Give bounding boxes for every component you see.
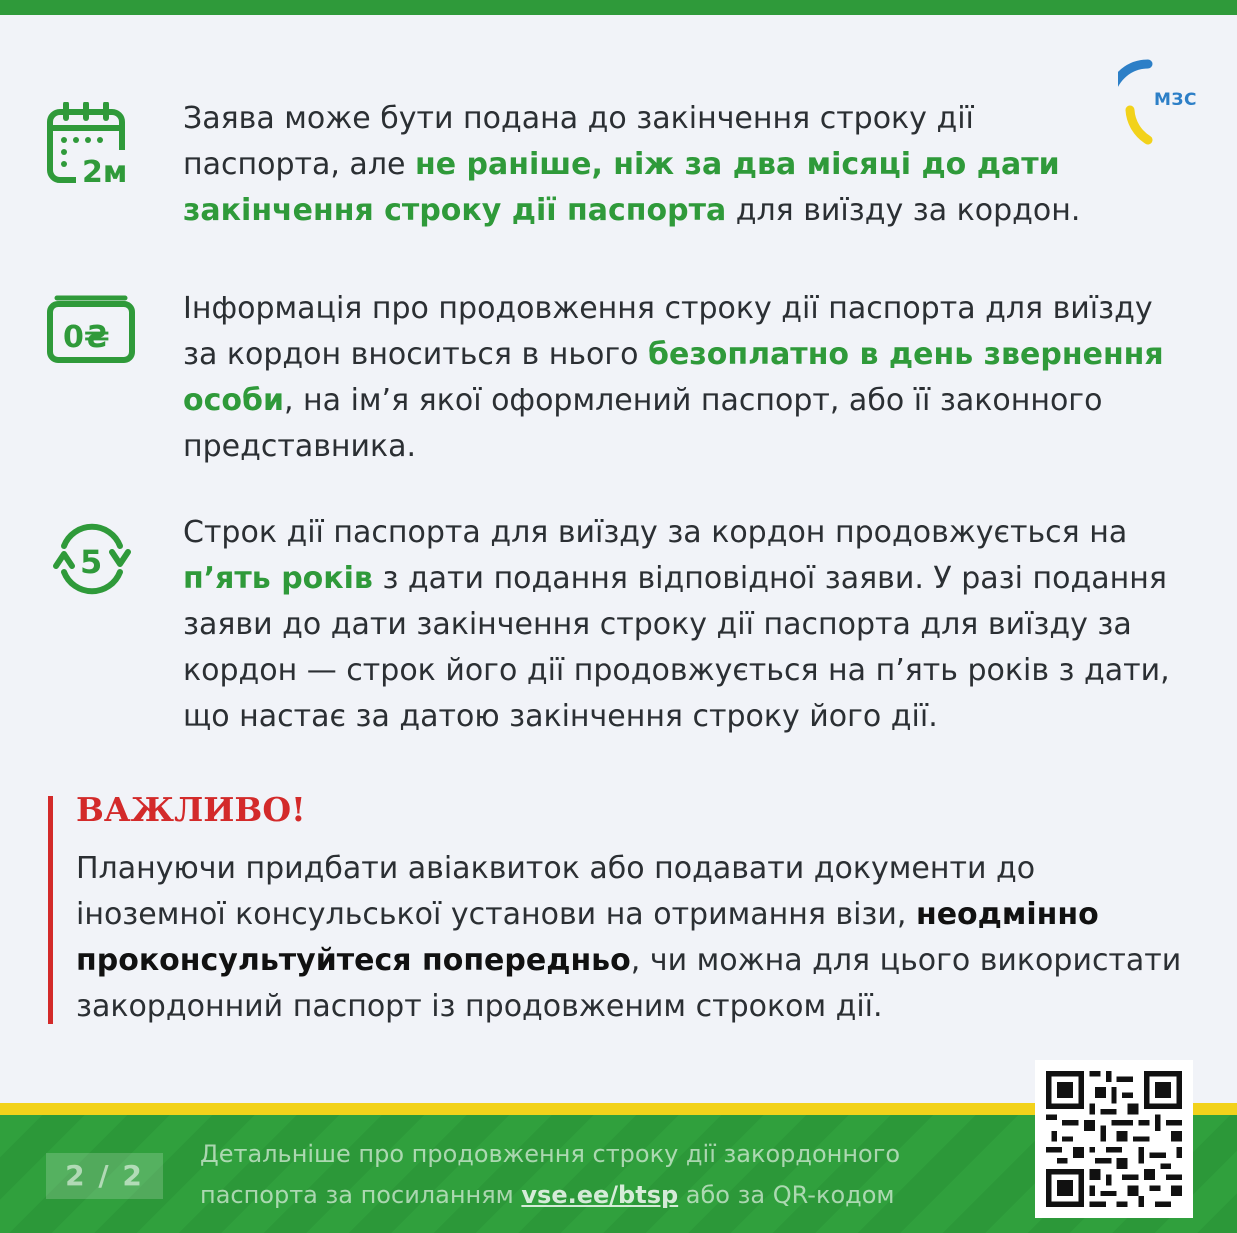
block3-line4: кордон — строк його дії продовжується на п’ять років з дати, [183,653,1170,688]
footer-text [200,1134,900,1216]
info-block-free-extension [183,286,1203,470]
wallet-icon-label: 0₴ [63,320,110,355]
block2-line2-highlight: безоплатно в день звернення [648,337,1164,372]
footer-line2b: або за QR-кодом [678,1181,895,1209]
renew-icon-label: 5 [80,543,103,581]
block3-line2b: з дати подання відповідної заяви. У разі подання [372,561,1167,596]
important-accent-bar [48,796,53,1024]
top-accent-bar [0,0,1237,15]
footer-link[interactable]: vse.ee/btsp [521,1181,679,1209]
important-line4: закордонний паспорт із продовженим строком дії. [76,989,883,1024]
important-line2a: іноземної консульської установи на отримання візи, [76,897,916,932]
footer-line2a: паспорта за посиланням [200,1181,522,1209]
important-line3b: , чи можна для цього використати [630,943,1182,978]
block1-line2a: паспорта, але [183,147,415,182]
block2-line2a: за кордон вноситься в нього [183,337,649,372]
block2-line4: представника. [183,429,417,464]
block3-line1: Строк дії паспорта для виїзду за кордон продовжується на [183,515,1128,550]
footer-line1: Детальніше про продовження строку дії закордонного [200,1140,901,1168]
page-indicator: 2 / 2 [46,1153,163,1199]
block1-line3-highlight: закінчення строку дії паспорта [183,193,727,228]
renew-cycle-icon [44,516,140,606]
important-line2-bold: неодмінно [915,897,1099,932]
qr-code-icon[interactable] [1035,1060,1193,1218]
wallet-icon [47,292,137,368]
logo-text: МЗС [1154,90,1197,110]
important-line3-bold: проконсультуйтеся попередньо [76,943,631,978]
block1-line1: Заява може бути подана до закінчення строку дії [183,101,974,136]
block2-line3-highlight: особи [183,383,284,418]
calendar-icon [46,102,138,190]
calendar-icon-label: 2м [82,155,128,186]
info-block-five-years [183,510,1203,740]
block2-line1: Інформація про продовження строку дії паспорта для виїзду [183,291,1153,326]
block3-line2-highlight: п’ять років [183,561,373,596]
block3-line5: що настає за датою закінчення строку його дії. [183,699,938,734]
block1-line2-highlight: не раніше, ніж за два місяці до дати [415,147,1060,182]
important-line1: Плануючи придбати авіаквиток або подавати документи до [76,851,1036,886]
block3-line3: заяви до дати закінчення строку дії паспорта для виїзду за [183,607,1132,642]
important-title: ВАЖЛИВО! [76,790,306,829]
info-block-application-timing [183,96,1203,234]
important-text [76,846,1181,1030]
block1-line3b: для виїзду за кордон. [726,193,1081,228]
block2-line3b: , на ім’я якої оформлений паспорт, або її законного [283,383,1103,418]
